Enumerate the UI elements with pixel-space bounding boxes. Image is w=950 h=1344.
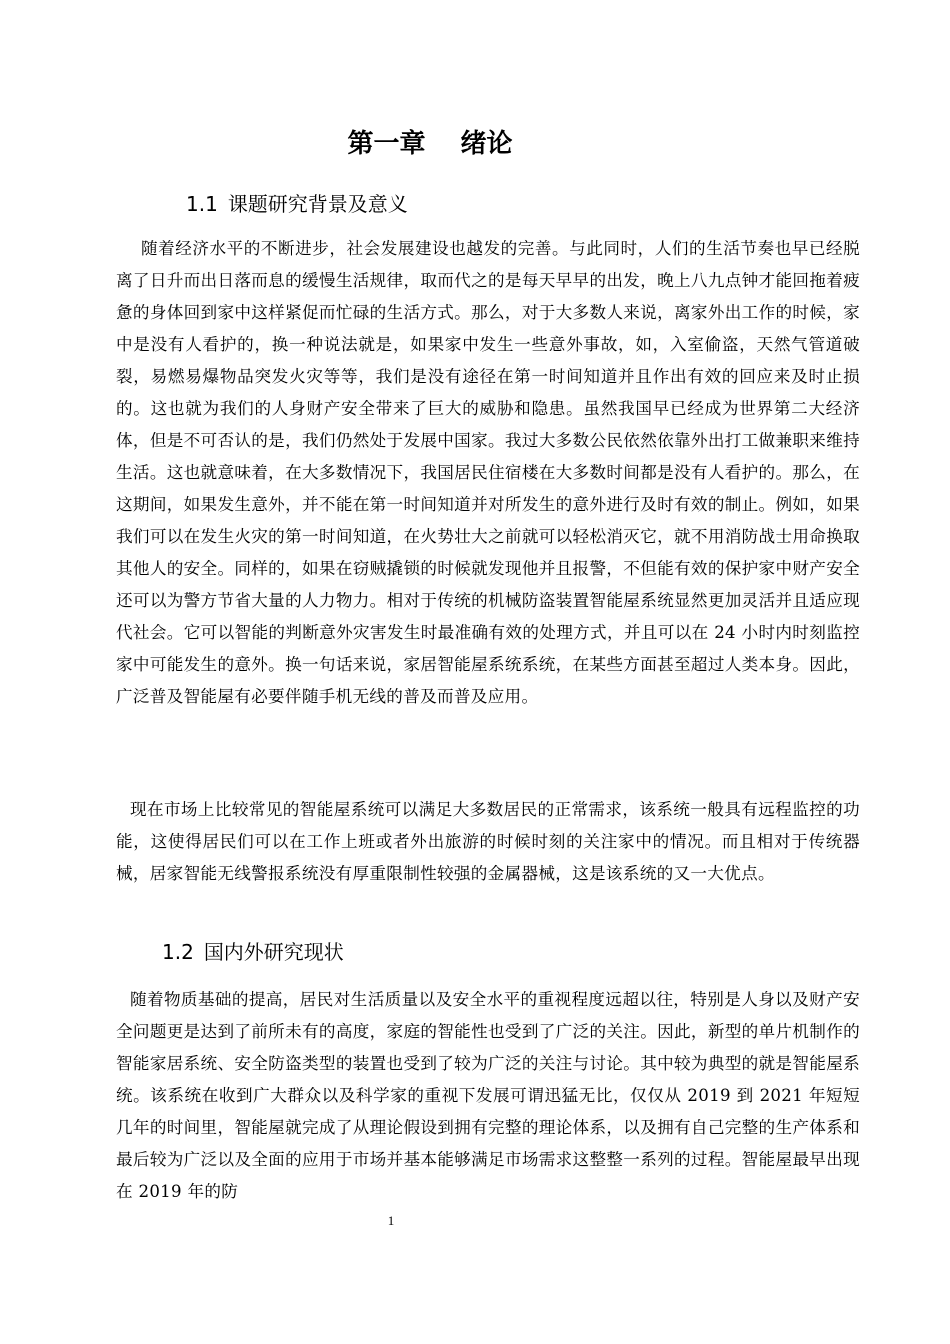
section-title-text: 国内外研究现状 xyxy=(203,940,344,964)
chapter-title: 第一章 绪论 xyxy=(347,129,513,159)
section-title-text: 课题研究背景及意义 xyxy=(227,192,408,216)
section-heading-1-2 xyxy=(162,936,344,968)
body-paragraph: 现在市场上比较常见的智能屋系统可以满足大多数居民的正常需求，该系统一般具有远程监控的功能，这使得居民们可以在工作上班或者外出旅游的时候时刻的关注家中的情况。而且相对于传统器械，居家智能无线警报系统没有厚重限制性较强的金属器械，这是该系统的又一大优点。 xyxy=(116,800,860,883)
body-paragraph: 随着经济水平的不断进步，社会发展建设也越发的完善。与此同时，人们的生活节奏也早已经脱离了日升而出日落而息的缓慢生活规律，取而代之的是每天早早的出发，晚上八九点钟才能回拖着疲惫的身体回到家中这样紧促而忙碌的生活方式。那么，对于大多数人来说，离家外出工作的时候，家中是没有人看护的，换一种说法就是，如果家中发生一些意外事故，如，入室偷盗，天然气管道破裂，易燃易爆物品突发火灾等等，我们是没有途径在第一时间知道并且作出有效的回应来及时止损的。这也就为我们的人身财产安全带来了巨大的威胁和隐患。虽然我国早已经成为世界第二大经济体，但是不可否认的是，我们仍然处于发展中国家。我过大多数公民依然依靠外出打工做兼职来维持生活。这也就意味着，在大多数情况下，我国居民住宿楼在大多数时间都是没有人看护的。那么，在这期间，如果发生意外，并不能在第一时间知道并对所发生的意外进行及时有效的制止。例如，如果我们可以在发生火灾的第一时间知道，在火势壮大之前就可以轻松消灭它，就不用消防战士用命换取其他人的安全。同样的，如果在窃贼撬锁的时候就发现他并且报警，不但能有效的保护家中财产安全还可以为警方节省大量的人力物力。相对于传统的机械防盗装置智能屋系统显然更加灵活并且适应现代社会。它可以智能的判断意外灾害发生时最准确有效的处理方式，并且可以在 24 小时内时刻监控家中可能发生的意外。换一句话来说，家居智能屋系统系统，在某些方面甚至超过人类本身。因此，广泛普及智能屋有必要伴随手机无线的普及而普及应用。 xyxy=(116,239,860,706)
section-number: 1.2 xyxy=(162,940,194,964)
section-heading-1-1 xyxy=(186,188,408,220)
page-number: 1 xyxy=(387,1213,395,1228)
body-paragraph: 随着物质基础的提高，居民对生活质量以及安全水平的重视程度远超以往，特别是人身以及财产安全问题更是达到了前所未有的高度，家庭的智能性也受到了广泛的关注。因此，新型的单片机制作的智能家居系统、安全防盗类型的装置也受到了较为广泛的关注与讨论。其中较为典型的就是智能屋系统。该系统在收到广大群众以及科学家的重视下发展可谓迅猛无比，仅仅从 2019 到 2021 年短短几年的时间里，智能屋就完成了从理论假设到拥有完整的理论体系，以及拥有自己完整的生产体系和最后较为广泛以及全面的应用于市场并基本能够满足市场需求这整整一系列的过程。智能屋最早出现在 2019 年的防 xyxy=(116,990,860,1201)
section-number: 1.1 xyxy=(186,192,218,216)
